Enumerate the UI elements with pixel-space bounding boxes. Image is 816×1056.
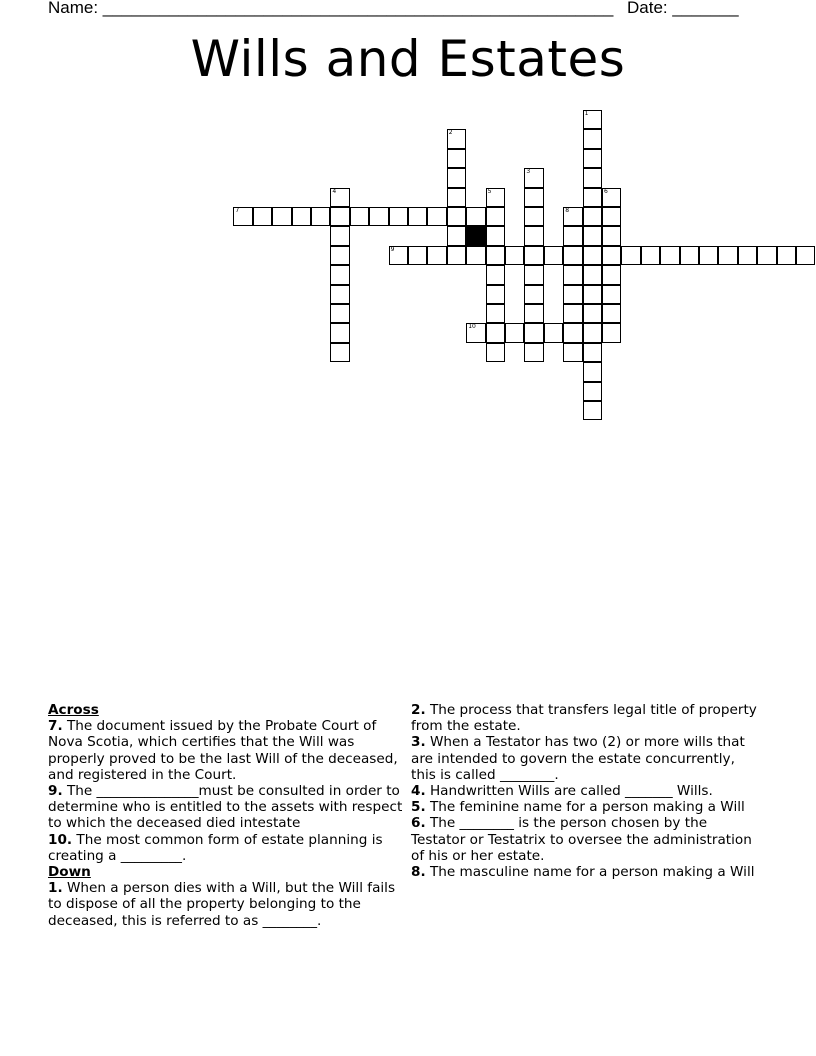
crossword-cell[interactable] [583, 285, 602, 304]
crossword-cell[interactable] [466, 323, 485, 342]
crossword-cell[interactable] [524, 188, 543, 207]
crossword-cell[interactable] [505, 246, 524, 265]
crossword-cell[interactable] [621, 246, 640, 265]
crossword-cell[interactable] [680, 246, 699, 265]
crossword-cell[interactable] [699, 246, 718, 265]
clue-down-8 [411, 864, 761, 880]
clue-text: The process that transfers legal title of property from the estate. [411, 702, 757, 735]
crossword-cell[interactable] [602, 285, 621, 304]
clue-down-6 [411, 815, 761, 864]
cell-number: 10 [468, 323, 476, 331]
crossword-cell[interactable] [447, 149, 466, 168]
crossword-cell[interactable] [583, 401, 602, 420]
clue-down-4 [411, 783, 761, 799]
clue-number: 6. [411, 815, 426, 832]
crossword-black-cell [466, 226, 485, 245]
crossword-cell[interactable] [583, 129, 602, 148]
crossword-cell[interactable] [563, 226, 582, 245]
crossword-cell[interactable] [583, 304, 602, 323]
crossword-cell[interactable] [583, 149, 602, 168]
crossword-cell[interactable] [486, 323, 505, 342]
crossword-cell[interactable] [777, 246, 796, 265]
crossword-cell[interactable] [524, 323, 543, 342]
crossword-cell[interactable] [602, 323, 621, 342]
crossword-cell[interactable] [524, 207, 543, 226]
down-heading: Down [48, 864, 91, 881]
cell-number: 9 [390, 245, 395, 253]
clue-across-7 [48, 718, 406, 783]
crossword-cell[interactable] [563, 285, 582, 304]
crossword-cell[interactable] [583, 207, 602, 226]
clue-text: When a Testator has two (2) or more wills that are intended to govern the estate concurrently, this is called ________. [411, 734, 745, 783]
crossword-cell[interactable] [350, 207, 369, 226]
cell-number: 4 [332, 187, 337, 195]
crossword-cell[interactable] [427, 246, 446, 265]
crossword-cell[interactable] [486, 226, 505, 245]
crossword-cell[interactable] [486, 285, 505, 304]
clue-text: Handwritten Wills are called _______ Wills. [425, 783, 713, 800]
clue-number: 8. [411, 864, 426, 881]
crossword-cell[interactable] [330, 207, 349, 226]
crossword-cell[interactable] [389, 246, 408, 265]
crossword-cell[interactable] [408, 246, 427, 265]
crossword-cell[interactable] [466, 246, 485, 265]
clue-down-3 [411, 734, 761, 783]
crossword-cell[interactable] [544, 246, 563, 265]
clue-down-2 [411, 702, 761, 734]
crossword-cell[interactable] [486, 304, 505, 323]
date-field-label: Date: _______ [627, 0, 739, 17]
cell-number: 7 [235, 207, 240, 214]
crossword-cell[interactable] [660, 246, 679, 265]
cell-number: 2 [448, 129, 453, 137]
crossword-cell[interactable] [447, 246, 466, 265]
crossword-cell[interactable] [389, 207, 408, 226]
crossword-cell[interactable] [447, 207, 466, 226]
clue-number: 10. [48, 831, 73, 848]
crossword-cell[interactable] [583, 188, 602, 207]
crossword-cell[interactable] [583, 323, 602, 342]
crossword-cell[interactable] [447, 226, 466, 245]
crossword-cell[interactable] [486, 207, 505, 226]
crossword-cell[interactable] [330, 246, 349, 265]
crossword-cell[interactable] [602, 265, 621, 284]
clue-number: 7. [48, 718, 63, 735]
crossword-cell[interactable] [330, 323, 349, 342]
crossword-cell[interactable] [718, 246, 737, 265]
crossword-cell[interactable] [330, 285, 349, 304]
clue-down-5 [411, 799, 761, 815]
clue-number: 3. [411, 734, 426, 751]
crossword-cell[interactable] [330, 188, 349, 207]
clue-number: 5. [411, 799, 426, 816]
crossword-cell[interactable] [602, 304, 621, 323]
crossword-cell[interactable] [524, 168, 543, 187]
crossword-cell[interactable] [330, 304, 349, 323]
crossword-cell[interactable] [427, 207, 446, 226]
clue-text: The document issued by the Probate Court of Nova Scotia, which certifies that the Will was properly proved to be the last Will of the deceased, and registered in the Court. [48, 718, 398, 783]
crossword-cell[interactable] [330, 226, 349, 245]
clue-down-1 [48, 880, 406, 929]
crossword-cell[interactable] [447, 168, 466, 187]
crossword-cell[interactable] [583, 110, 602, 129]
crossword-cell[interactable] [563, 246, 582, 265]
crossword-cell[interactable] [233, 207, 252, 226]
crossword-cell[interactable] [563, 207, 582, 226]
clue-text: The _______________must be consulted in order to determine who is entitled to the assets with respect to which the deceased died intestate [48, 783, 403, 832]
crossword-cell[interactable] [583, 265, 602, 284]
crossword-cell[interactable] [524, 343, 543, 362]
crossword-cell[interactable] [583, 226, 602, 245]
crossword-cell[interactable] [738, 246, 757, 265]
crossword-cell[interactable] [505, 323, 524, 342]
crossword-cell[interactable] [524, 265, 543, 284]
clue-number: 9. [48, 783, 63, 800]
cell-number: 5 [487, 187, 492, 195]
crossword-cell[interactable] [447, 188, 466, 207]
crossword-cell[interactable] [272, 207, 291, 226]
crossword-cell[interactable] [486, 343, 505, 362]
crossword-cell[interactable] [486, 265, 505, 284]
crossword-cell[interactable] [583, 362, 602, 381]
clues-column-left [48, 702, 406, 929]
crossword-cell[interactable] [563, 265, 582, 284]
clue-across-10 [48, 832, 406, 864]
crossword-cell[interactable] [466, 207, 485, 226]
crossword-cell[interactable] [563, 304, 582, 323]
crossword-cell[interactable] [544, 323, 563, 342]
name-field-label: Name: ______________________________________________________ [48, 0, 614, 17]
clue-text: The masculine name for a person making a Will [425, 864, 755, 881]
across-heading: Across [48, 702, 99, 718]
crossword-cell[interactable] [447, 129, 466, 148]
clue-text: The most common form of estate planning is creating a _________. [48, 831, 383, 864]
clue-text: The feminine name for a person making a Will [425, 799, 745, 816]
crossword-cell[interactable] [602, 246, 621, 265]
crossword-cell[interactable] [311, 207, 330, 226]
crossword-cell[interactable] [330, 265, 349, 284]
crossword-cell[interactable] [602, 226, 621, 245]
clue-text: The ________ is the person chosen by the Testator or Testatrix to oversee the administration of his or her estate. [411, 815, 752, 864]
crossword-cell[interactable] [408, 207, 427, 226]
crossword-cell[interactable] [563, 323, 582, 342]
crossword-cell[interactable] [524, 304, 543, 323]
cell-number: 3 [526, 168, 531, 176]
crossword-cell[interactable] [486, 246, 505, 265]
crossword-cell[interactable] [292, 207, 311, 226]
clue-number: 1. [48, 880, 63, 897]
crossword-cell[interactable] [524, 226, 543, 245]
crossword-cell[interactable] [486, 188, 505, 207]
crossword-cell[interactable] [583, 382, 602, 401]
crossword-cell[interactable] [796, 246, 815, 265]
crossword-cell[interactable] [524, 285, 543, 304]
crossword-cell[interactable] [602, 207, 621, 226]
crossword-cell[interactable] [253, 207, 272, 226]
crossword-cell[interactable] [583, 246, 602, 265]
clue-number: 4. [411, 783, 426, 800]
crossword-cell[interactable] [369, 207, 388, 226]
clues-column-right [411, 702, 761, 880]
clue-text: When a person dies with a Will, but the Will fails to dispose of all the property belonging to the deceased, this is referred to as ________. [48, 880, 396, 929]
crossword-cell[interactable] [524, 246, 543, 265]
crossword-cell[interactable] [563, 343, 582, 362]
crossword-cell[interactable] [641, 246, 660, 265]
clue-across-9 [48, 783, 406, 832]
crossword-cell[interactable] [583, 343, 602, 362]
page-title: Wills and Estates [190, 30, 626, 88]
crossword-cell[interactable] [757, 246, 776, 265]
crossword-cell[interactable] [330, 343, 349, 362]
crossword-cell[interactable] [583, 168, 602, 187]
crossword-grid [0, 0, 816, 440]
cell-number: 1 [584, 110, 589, 117]
cell-number: 8 [565, 207, 570, 214]
clue-number: 2. [411, 702, 426, 718]
crossword-cell[interactable] [602, 188, 621, 207]
cell-number: 6 [604, 187, 608, 195]
